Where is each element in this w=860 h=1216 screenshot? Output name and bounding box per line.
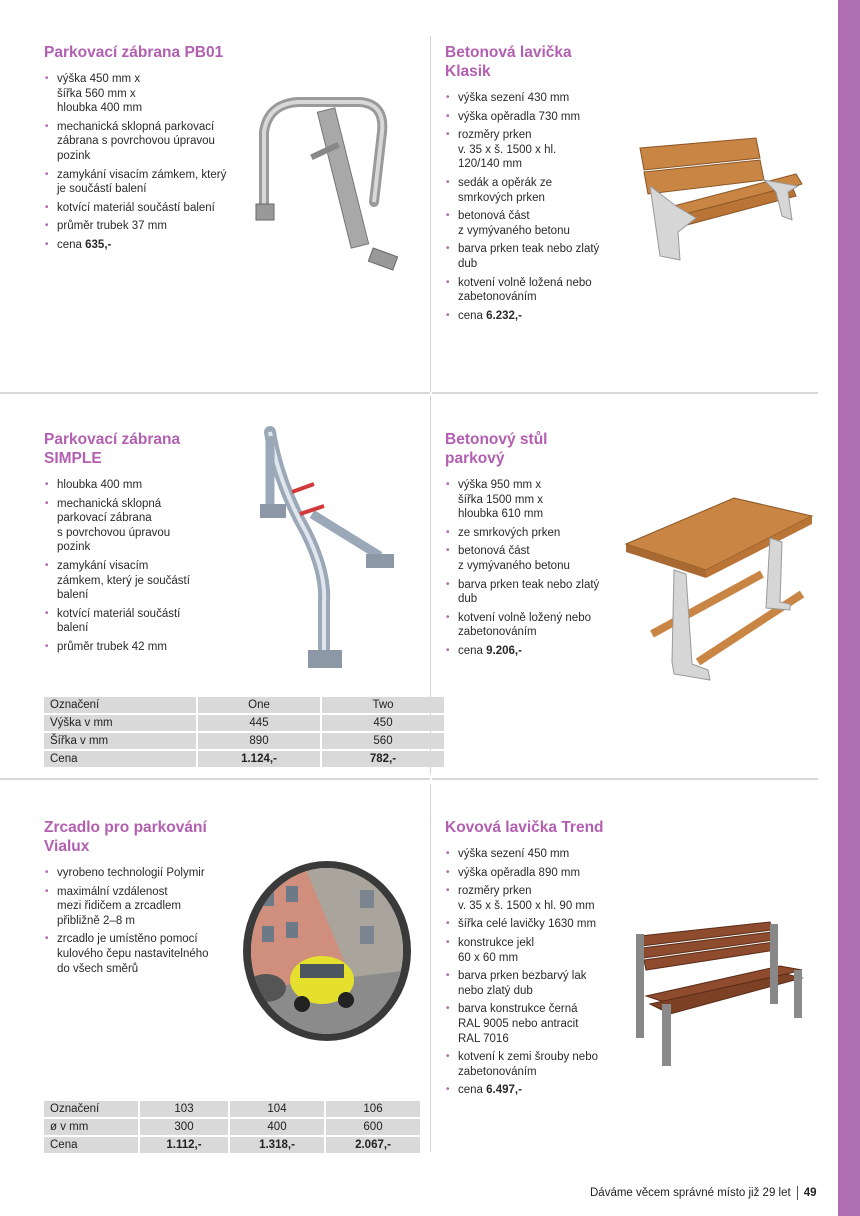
table-cell: 450 — [322, 715, 444, 731]
table-cell: 1.112,- — [140, 1137, 228, 1153]
table-row — [44, 1119, 420, 1135]
page-number: 49 — [803, 1187, 817, 1200]
spec-item: • zrcadlo je umístěno pomocí kulového čepu nastavitelného do všech směrů — [44, 932, 214, 976]
spec-item: • zamykání visacím zámkem, který je součástí balení — [44, 168, 229, 197]
table-cell: 600 — [326, 1119, 420, 1135]
spec-item: • kotvení volně ložená nebo zabetonováním — [445, 276, 615, 305]
table-cell: 400 — [230, 1119, 324, 1135]
table-row — [44, 697, 444, 713]
spec-item: • průměr trubek 37 mm — [44, 219, 229, 234]
table-row — [44, 1101, 420, 1117]
price-line — [44, 238, 229, 253]
price-value: 6.232,- — [486, 309, 522, 322]
spec-item: • rozměry prken v. 35 x š. 1500 x hl. 90 mm — [445, 884, 610, 913]
table-cell: 104 — [230, 1101, 324, 1117]
spec-item: • barva prken bezbarvý lak nebo zlatý dub — [445, 969, 595, 998]
price-line — [445, 1083, 610, 1098]
spec-item: • maximální vzdálenost mezi řidičem a zrcadlem přibližně 2–8 m — [44, 885, 219, 929]
spec-item: • hloubka 400 mm — [44, 478, 204, 493]
spec-list — [44, 478, 204, 655]
product-pb01 — [44, 43, 229, 257]
product-vialux — [44, 818, 219, 980]
table-cell: 890 — [198, 733, 320, 749]
side-color-stripe — [838, 0, 860, 1216]
table-row — [44, 1137, 420, 1153]
spec-item: • výška sezení 450 mm — [445, 847, 610, 862]
convex-mirror-image — [242, 860, 412, 1042]
table-cell: 103 — [140, 1101, 228, 1117]
price-line — [445, 309, 615, 324]
product-title: Parkovací zábrana PB01 — [44, 44, 224, 61]
table-cell: 300 — [140, 1119, 228, 1135]
spec-table-vialux — [42, 1099, 422, 1155]
spec-item: • sedák a opěrák ze smrkových prken — [445, 176, 565, 205]
table-cell: Označení — [44, 1101, 138, 1117]
product-title: Kovová lavička Trend — [445, 819, 604, 836]
table-cell: One — [198, 697, 320, 713]
spec-item: • výška sezení 430 mm — [445, 91, 615, 106]
table-cell: Šířka v mm — [44, 733, 196, 749]
spec-item: • výška opěradla 730 mm — [445, 110, 615, 125]
table-cell: 1.318,- — [230, 1137, 324, 1153]
product-klasik — [445, 43, 615, 327]
spec-item: • kotvící materiál součástí balení — [44, 607, 194, 636]
footer-slogan: Dáváme věcem správné místo již 29 let — [590, 1187, 791, 1200]
spec-list — [445, 847, 610, 1098]
spec-item: • vyrobeno technologií Polymir — [44, 866, 219, 881]
table-row — [44, 751, 444, 767]
table-row — [44, 715, 444, 731]
price-line — [445, 644, 605, 659]
table-cell: Cena — [44, 1137, 138, 1153]
concrete-table-image — [622, 494, 814, 686]
price-value: 635,- — [85, 238, 112, 251]
product-title: Parkovací zábrana SIMPLE — [44, 431, 181, 467]
spec-item: • betonová část z vymývaného betonu — [445, 544, 605, 573]
price-label: cena — [458, 309, 487, 322]
spec-item: • barva prken teak nebo zlatý dub — [445, 242, 605, 271]
spec-list — [445, 478, 605, 659]
row-divider — [432, 778, 818, 780]
column-divider — [430, 784, 431, 1152]
table-cell: 2.067,- — [326, 1137, 420, 1153]
product-title: Betonový stůl parkový — [445, 431, 548, 467]
table-cell: 445 — [198, 715, 320, 731]
table-cell: ø v mm — [44, 1119, 138, 1135]
spec-list — [44, 866, 219, 976]
spec-list — [445, 91, 615, 323]
price-value: 9.206,- — [486, 644, 522, 657]
product-title: Zrcadlo pro parkování Vialux — [44, 819, 207, 855]
table-cell: 106 — [326, 1101, 420, 1117]
spec-item: • kotvení k zemi šrouby nebo zabetonováním — [445, 1050, 605, 1079]
spec-item: • rozměry prken v. 35 x š. 1500 x hl. 120/140 mm — [445, 128, 615, 172]
page-footer — [590, 1186, 817, 1200]
product-simple — [44, 430, 204, 659]
table-row — [44, 733, 444, 749]
product-trend — [445, 818, 610, 1102]
table-cell: 782,- — [322, 751, 444, 767]
column-divider — [430, 36, 431, 392]
row-divider — [0, 392, 430, 394]
concrete-bench-klasik-image — [636, 136, 806, 266]
table-cell: Two — [322, 697, 444, 713]
spec-list — [44, 72, 229, 253]
row-divider — [432, 392, 818, 394]
price-label: cena — [458, 1084, 487, 1097]
table-cell: Označení — [44, 697, 196, 713]
product-stul — [445, 430, 605, 663]
spec-item: • výška opěradla 890 mm — [445, 866, 610, 881]
parking-barrier-simple-image — [256, 422, 406, 676]
spec-item: • výška 950 mm x šířka 1500 mm x hloubka 610 mm — [445, 478, 605, 522]
table-cell: 560 — [322, 733, 444, 749]
spec-item: • barva konstrukce černá RAL 9005 nebo antracit RAL 7016 — [445, 1002, 610, 1046]
row-divider — [0, 778, 430, 780]
table-cell: Cena — [44, 751, 196, 767]
table-cell: 1.124,- — [198, 751, 320, 767]
spec-item: • mechanická sklopná parkovací zábrana s povrchovou úpravou pozink — [44, 497, 184, 555]
spec-item: • konstrukce jekl 60 x 60 mm — [445, 936, 610, 965]
spec-table-simple — [42, 695, 446, 769]
metal-bench-trend-image — [630, 920, 806, 1070]
spec-item: • kotvící materiál součástí balení — [44, 201, 229, 216]
spec-item: • barva prken teak nebo zlatý dub — [445, 578, 605, 607]
price-label: cena — [57, 238, 86, 251]
spec-item: • betonová část z vymývaného betonu — [445, 209, 615, 238]
footer-separator — [797, 1186, 798, 1200]
table-cell: Výška v mm — [44, 715, 196, 731]
price-value: 6.497,- — [486, 1084, 522, 1097]
spec-item: • ze smrkových prken — [445, 526, 605, 541]
price-label: cena — [458, 644, 487, 657]
spec-item: • mechanická sklopná parkovací zábrana s povrchovou úpravou pozink — [44, 120, 229, 164]
spec-item: • výška 450 mm x šířka 560 mm x hloubka 400 mm — [44, 72, 229, 116]
spec-item: • šířka celé lavičky 1630 mm — [445, 917, 610, 932]
parking-barrier-pb01-image — [250, 92, 410, 278]
spec-item: • zamykání visacím zámkem, který je součástí balení — [44, 559, 194, 603]
product-title: Betonová lavička Klasik — [445, 44, 572, 80]
spec-item: • kotvení volně ložený nebo zabetonováním — [445, 611, 605, 640]
spec-item: • průměr trubek 42 mm — [44, 640, 204, 655]
